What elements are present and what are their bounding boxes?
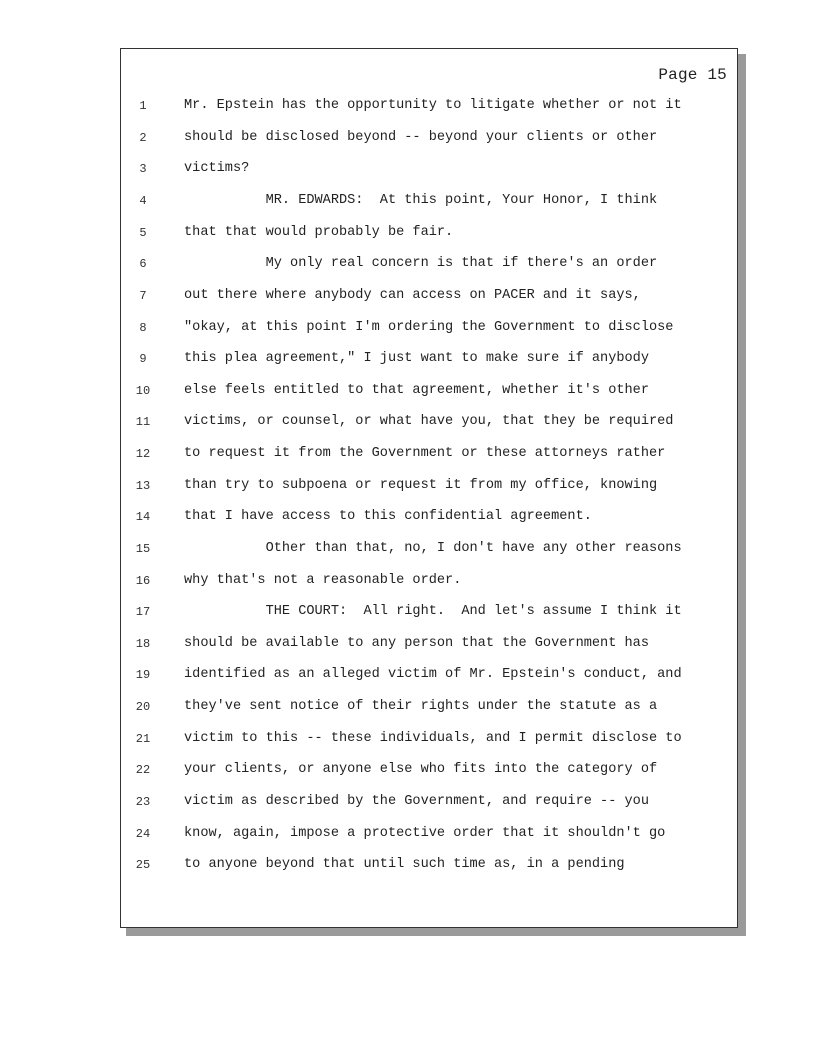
line-number: 17 [135, 605, 151, 619]
transcript-page [120, 48, 738, 928]
line-number: 11 [135, 415, 151, 429]
line-number: 25 [135, 858, 151, 872]
transcript-line: victims, or counsel, or what have you, that they be required [184, 414, 674, 429]
transcript-line: identified as an alleged victim of Mr. Epstein's conduct, and [184, 667, 682, 682]
line-number: 8 [139, 321, 147, 335]
transcript-line: should be available to any person that the Government has [184, 636, 649, 651]
transcript-line: your clients, or anyone else who fits into the category of [184, 762, 658, 777]
line-number: 20 [135, 700, 151, 714]
transcript-line: THE COURT: All right. And let's assume I think it [184, 604, 682, 619]
transcript-line: Other than that, no, I don't have any other reasons [184, 541, 682, 556]
transcript-line: that I have access to this confidential agreement. [184, 509, 592, 524]
line-number: 5 [139, 226, 147, 240]
transcript-line: to request it from the Government or these attorneys rather [184, 446, 666, 461]
line-number: 3 [139, 162, 147, 176]
transcript-line: should be disclosed beyond -- beyond your clients or other [184, 130, 658, 145]
page-number: Page 15 [658, 66, 727, 84]
line-number: 1 [139, 99, 147, 113]
transcript-line: out there where anybody can access on PACER and it says, [184, 288, 641, 303]
line-number: 12 [135, 447, 151, 461]
line-number: 13 [135, 479, 151, 493]
line-number: 4 [139, 194, 147, 208]
line-number: 15 [135, 542, 151, 556]
line-number: 2 [139, 131, 147, 145]
line-number: 24 [135, 827, 151, 841]
line-number: 22 [135, 763, 151, 777]
transcript-line: that that would probably be fair. [184, 225, 454, 240]
transcript-line: this plea agreement," I just want to make sure if anybody [184, 351, 649, 366]
line-number: 19 [135, 668, 151, 682]
transcript-line: they've sent notice of their rights under the statute as a [184, 699, 658, 714]
transcript-line: victims? [184, 161, 250, 176]
line-number: 7 [139, 289, 147, 303]
transcript-line: than try to subpoena or request it from my office, knowing [184, 478, 658, 493]
line-number: 16 [135, 574, 151, 588]
transcript-line: else feels entitled to that agreement, whether it's other [184, 383, 649, 398]
line-number: 21 [135, 732, 151, 746]
line-number: 18 [135, 637, 151, 651]
transcript-line: Mr. Epstein has the opportunity to litigate whether or not it [184, 98, 682, 113]
transcript-line: why that's not a reasonable order. [184, 573, 462, 588]
transcript-line: victim to this -- these individuals, and I permit disclose to [184, 731, 682, 746]
transcript-line: to anyone beyond that until such time as, in a pending [184, 857, 625, 872]
line-number: 23 [135, 795, 151, 809]
line-number: 9 [139, 352, 147, 366]
transcript-line: My only real concern is that if there's an order [184, 256, 658, 271]
transcript-line: know, again, impose a protective order that it shouldn't go [184, 826, 666, 841]
transcript-line: victim as described by the Government, and require -- you [184, 794, 649, 809]
line-number: 10 [135, 384, 151, 398]
transcript-line: MR. EDWARDS: At this point, Your Honor, I think [184, 193, 658, 208]
transcript-line: "okay, at this point I'm ordering the Government to disclose [184, 320, 674, 335]
line-number: 14 [135, 510, 151, 524]
line-number: 6 [139, 257, 147, 271]
